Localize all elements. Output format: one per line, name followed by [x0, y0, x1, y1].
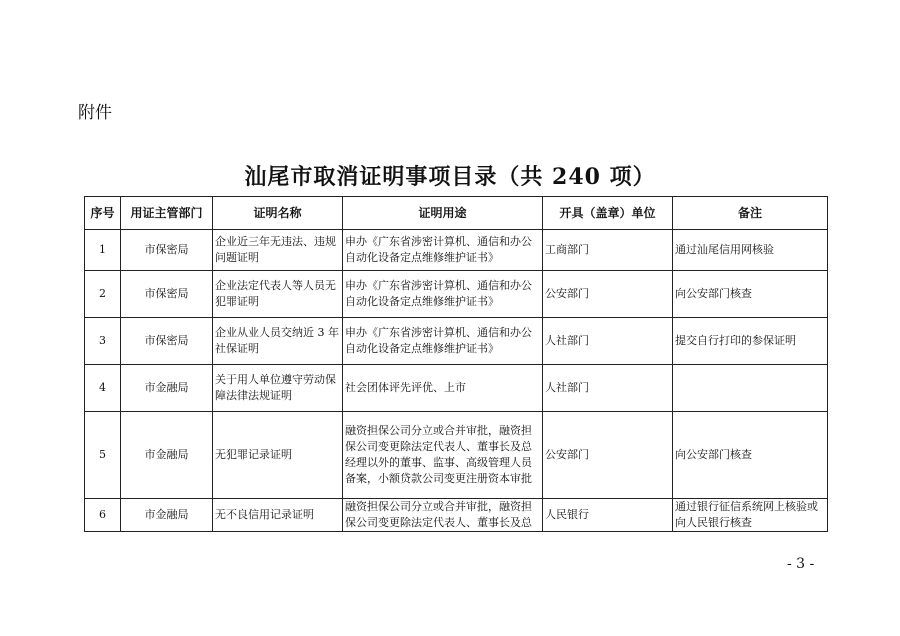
header-index: 序号 [85, 197, 121, 230]
cell-issuing-unit: 工商部门 [543, 230, 673, 271]
cell-index: 6 [85, 499, 121, 532]
cell-purpose: 融资担保公司分立或合并审批，融资担保公司变更除法定代表人、董事长及总经理以外的董事、监事、高级管理人员备案，小额贷款公司变更注册资本审批 [343, 412, 543, 499]
cell-issuing-unit: 人社部门 [543, 365, 673, 412]
cell-department: 市金融局 [121, 412, 213, 499]
table-row [85, 318, 828, 365]
attachment-label: 附件 [78, 103, 112, 123]
cell-remarks: 提交自行打印的参保证明 [673, 318, 828, 365]
cell-department: 市金融局 [121, 365, 213, 412]
cell-department: 市金融局 [121, 499, 213, 532]
header-remarks: 备注 [673, 197, 828, 230]
cell-issuing-unit: 人社部门 [543, 318, 673, 365]
page-title: 汕尾市取消证明事项目录（共 240 项） [244, 164, 656, 190]
cell-index: 5 [85, 412, 121, 499]
cell-remarks [673, 365, 828, 412]
cell-certificate-name: 企业近三年无违法、违规问题证明 [213, 230, 343, 271]
table-row [85, 412, 828, 499]
cell-index: 4 [85, 365, 121, 412]
cell-certificate-name: 企业从业人员交纳近 3 年社保证明 [213, 318, 343, 365]
cell-certificate-name: 关于用人单位遵守劳动保障法律法规证明 [213, 365, 343, 412]
header-certificate-name: 证明名称 [213, 197, 343, 230]
cell-purpose: 申办《广东省涉密计算机、通信和办公自动化设备定点维修维护证书》 [343, 230, 543, 271]
cell-purpose: 社会团体评先评优、上市 [343, 365, 543, 412]
cell-department: 市保密局 [121, 318, 213, 365]
cell-issuing-unit: 公安部门 [543, 271, 673, 318]
cell-remarks: 通过汕尾信用网核验 [673, 230, 828, 271]
cell-issuing-unit: 公安部门 [543, 412, 673, 499]
cell-department: 市保密局 [121, 271, 213, 318]
table-row [85, 271, 828, 318]
header-department: 用证主管部门 [121, 197, 213, 230]
catalog-table [84, 196, 828, 532]
cell-department: 市保密局 [121, 230, 213, 271]
cell-certificate-name: 无犯罪记录证明 [213, 412, 343, 499]
cell-issuing-unit: 人民银行 [543, 499, 673, 532]
cell-certificate-name: 无不良信用记录证明 [213, 499, 343, 532]
table-row [85, 365, 828, 412]
cell-purpose: 申办《广东省涉密计算机、通信和办公自动化设备定点维修维护证书》 [343, 271, 543, 318]
cell-remarks: 通过银行征信系统网上核验或向人民银行核查 [673, 499, 828, 532]
table-row [85, 499, 828, 532]
cell-purpose: 融资担保公司分立或合并审批，融资担保公司变更除法定代表人、董事长及总 [343, 499, 543, 532]
cell-certificate-name: 企业法定代表人等人员无犯罪证明 [213, 271, 343, 318]
cell-remarks: 向公安部门核查 [673, 271, 828, 318]
cell-index: 1 [85, 230, 121, 271]
cell-index: 3 [85, 318, 121, 365]
table-header-row [85, 197, 828, 230]
header-issuing-unit: 开具（盖章）单位 [543, 197, 673, 230]
cell-index: 2 [85, 271, 121, 318]
page-number: - 3 - [787, 556, 815, 572]
cell-purpose: 申办《广东省涉密计算机、通信和办公自动化设备定点维修维护证书》 [343, 318, 543, 365]
header-purpose: 证明用途 [343, 197, 543, 230]
table-row [85, 230, 828, 271]
cell-remarks: 向公安部门核查 [673, 412, 828, 499]
